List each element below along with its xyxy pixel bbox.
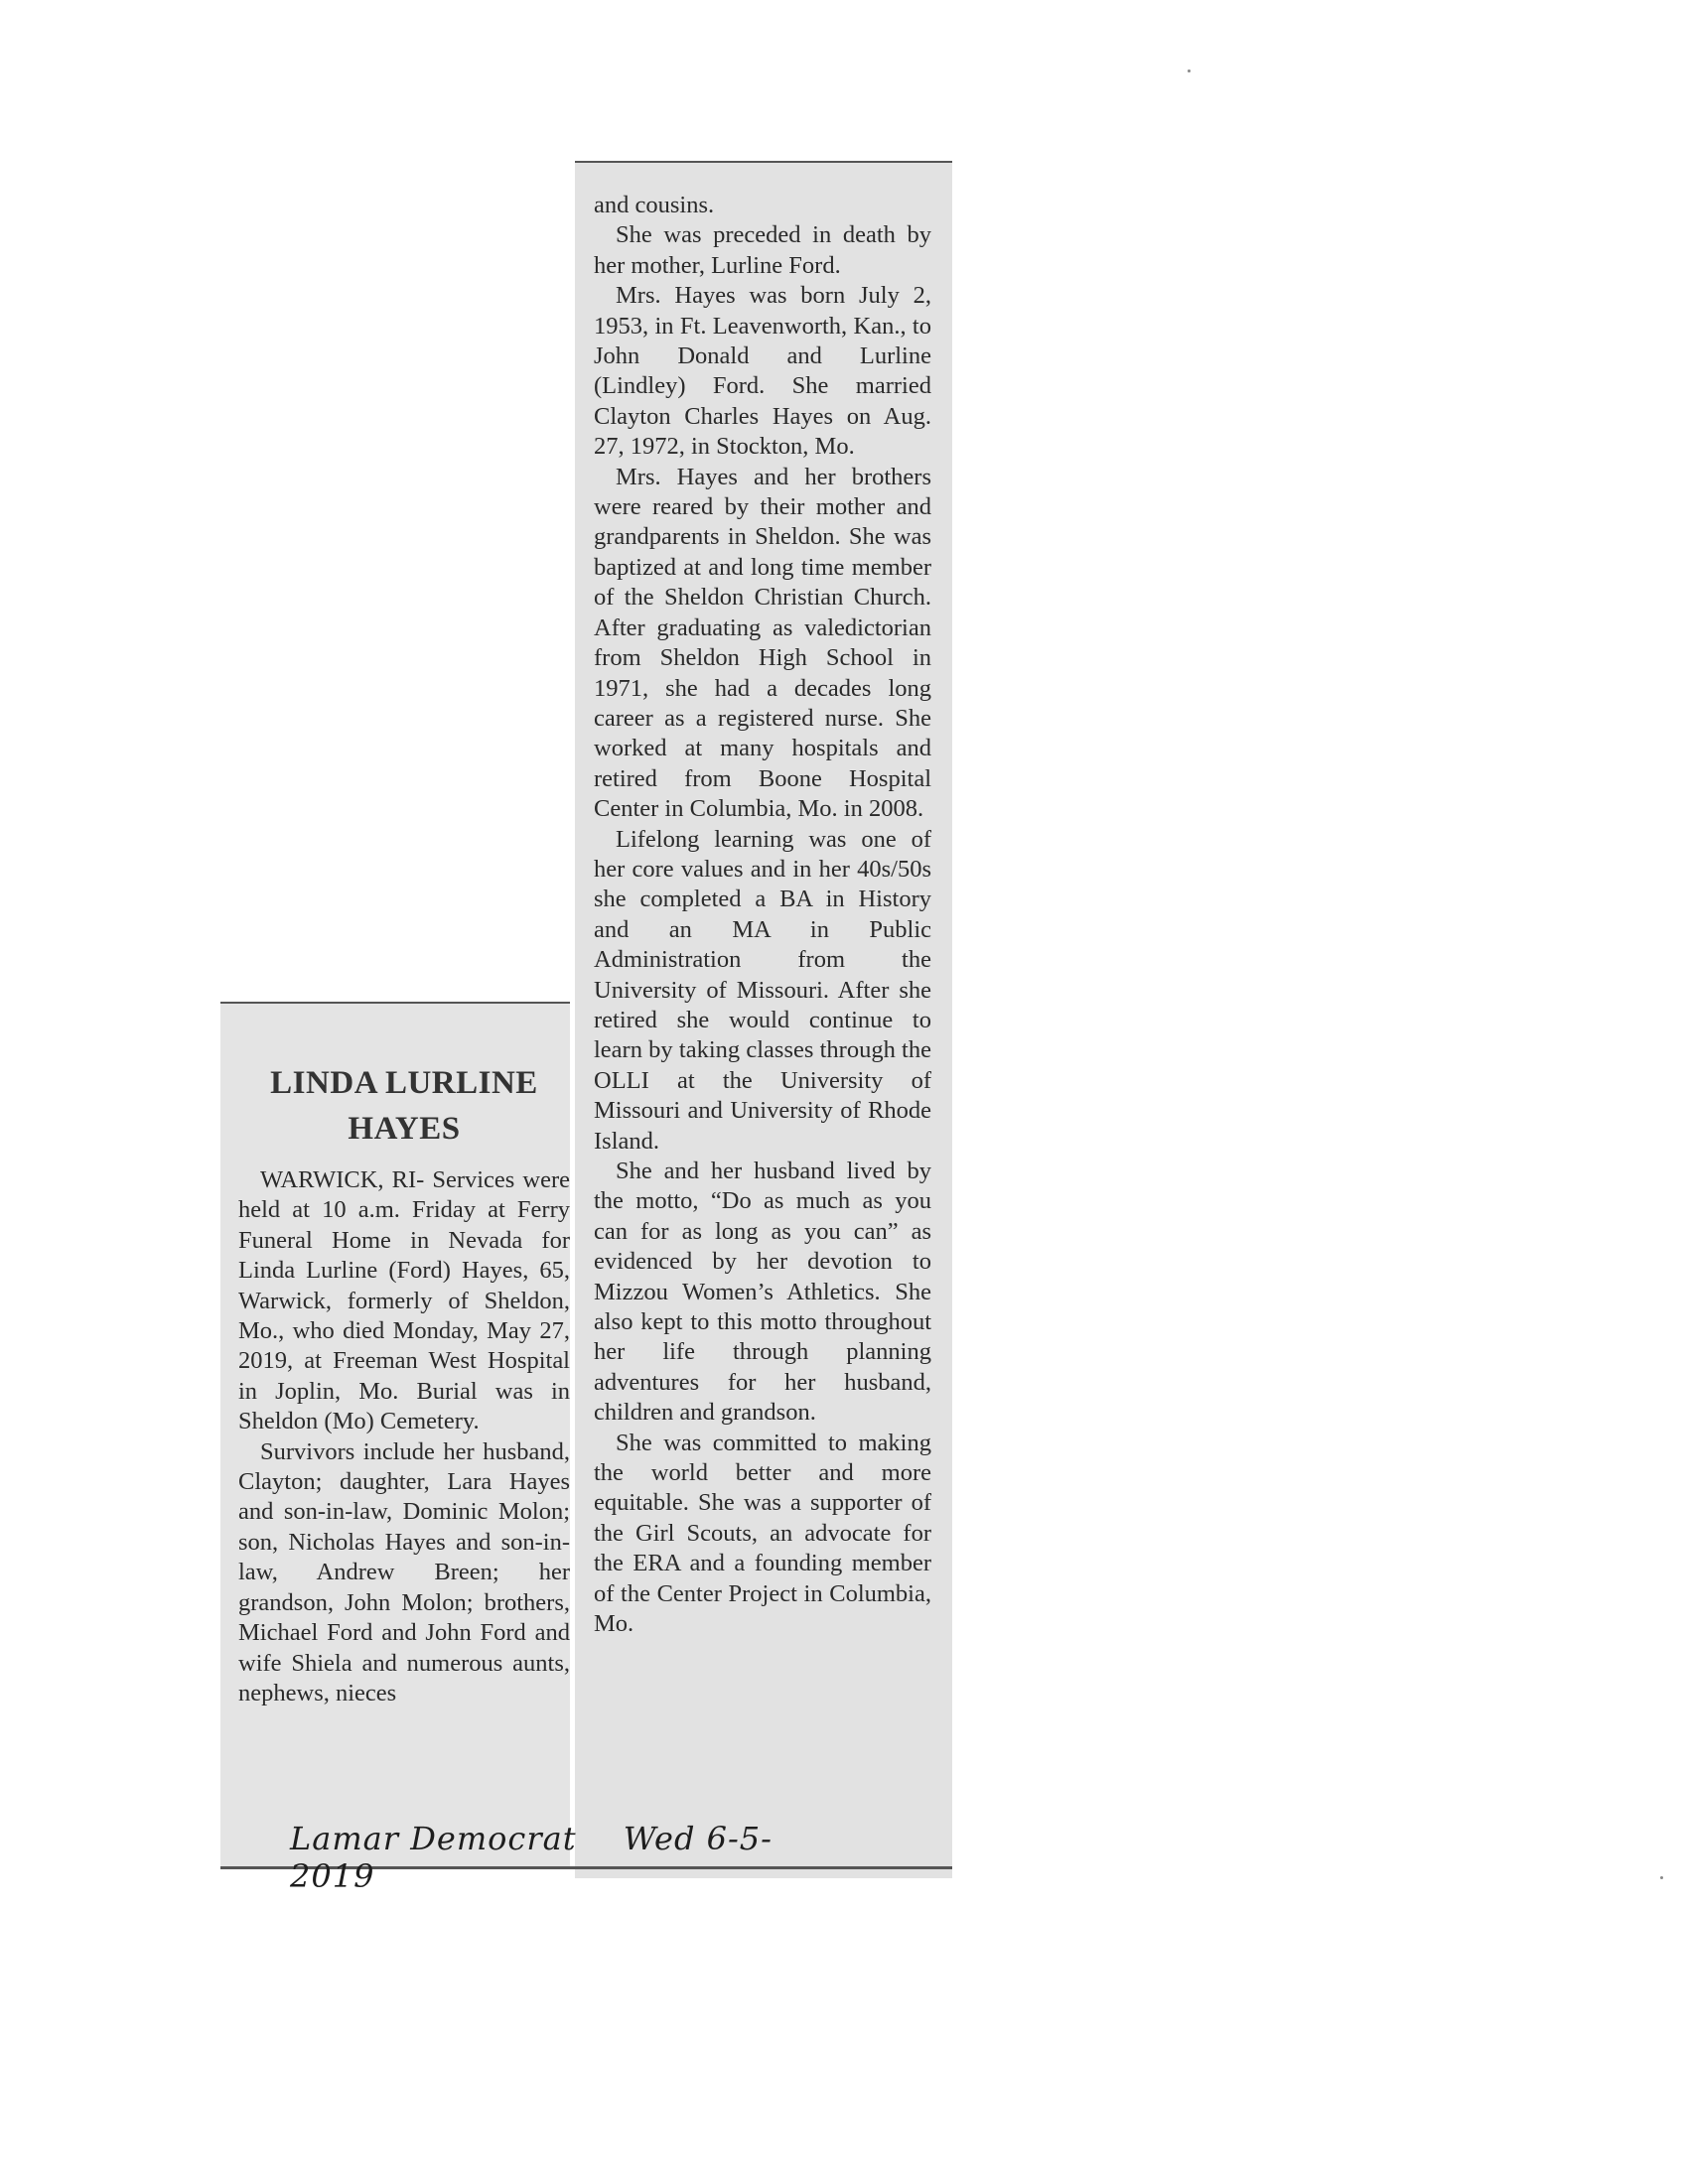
right-column-text: [594, 191, 931, 1640]
paragraph: Mrs. Hayes was born July 2, 1953, in Ft. Leavenworth, Kan., to John Donald and Lurline (Lindley) Ford. She married Clayton Charles Hayes on Aug. 27, 1972, in Stockton, Mo.: [594, 282, 931, 461]
handwritten-source: Lamar Democrat: [290, 1820, 577, 1857]
paragraph: Mrs. Hayes and her brothers were reared by their mother and grandparents in Sheldon. She was baptized at and long time member of the Sheldon Christian Church. After graduating as valedictorian from Sheldon High School in 1971, she had a decades long career as a registered nurse. She worked at many hospitals and retired from Boone Hospital Center in Columbia, Mo. in 2008.: [594, 463, 931, 823]
left-column-text: [238, 1044, 570, 1708]
scan-speck: [1188, 69, 1191, 72]
paragraph: and cousins.: [594, 192, 715, 218]
paragraph: Lifelong learning was one of her core values and in her 40s/50s she completed a BA in History and an MA in Public Administration from the University of Missouri. After she retired she would continue to learn by taking classes through the OLLI at the University of Missouri and University of Rhode Island.: [594, 825, 931, 1155]
obituary-headline: LINDA LURLINE HAYES: [270, 1065, 538, 1147]
paragraph: Survivors include her husband, Clayton; daughter, Lara Hayes and son-in-law, Dominic Molon; son, Nicholas Hayes and son-in-law, Andrew Breen; her grandson, John Molon; brothers, Michael Ford and John Ford and wife Shiela and numerous aunts, nephews, nieces: [238, 1437, 570, 1706]
paragraph: She was committed to making the world better and more equitable. She was a supporter of the Girl Scouts, an advocate for the ERA and a founding member of the Center Project in Columbia, Mo.: [594, 1429, 931, 1638]
handwritten-date: Wed 6-5-2019: [290, 1820, 773, 1895]
handwritten-annotation: [290, 1820, 886, 1895]
paragraph: WARWICK, RI- Services were held at 10 a.m. Friday at Ferry Funeral Home in Nevada for Linda Lurline (Ford) Hayes, 65, Warwick, formerly of Sheldon, Mo., who died Monday, May 27, 2019, at Freeman West Hospital in Joplin, Mo. Burial was in Sheldon (Mo) Cemetery.: [238, 1166, 570, 1435]
scan-speck: [1660, 1876, 1663, 1879]
paragraph: She was preceded in death by her mother, Lurline Ford.: [594, 221, 931, 279]
paragraph: She and her husband lived by the motto, “Do as much as you can for as long as you can” as evidenced by her devotion to Mizzou Women’s Athletics. She also kept to this motto throughout her life through planning adventures for her husband, children and grandson.: [594, 1158, 931, 1427]
